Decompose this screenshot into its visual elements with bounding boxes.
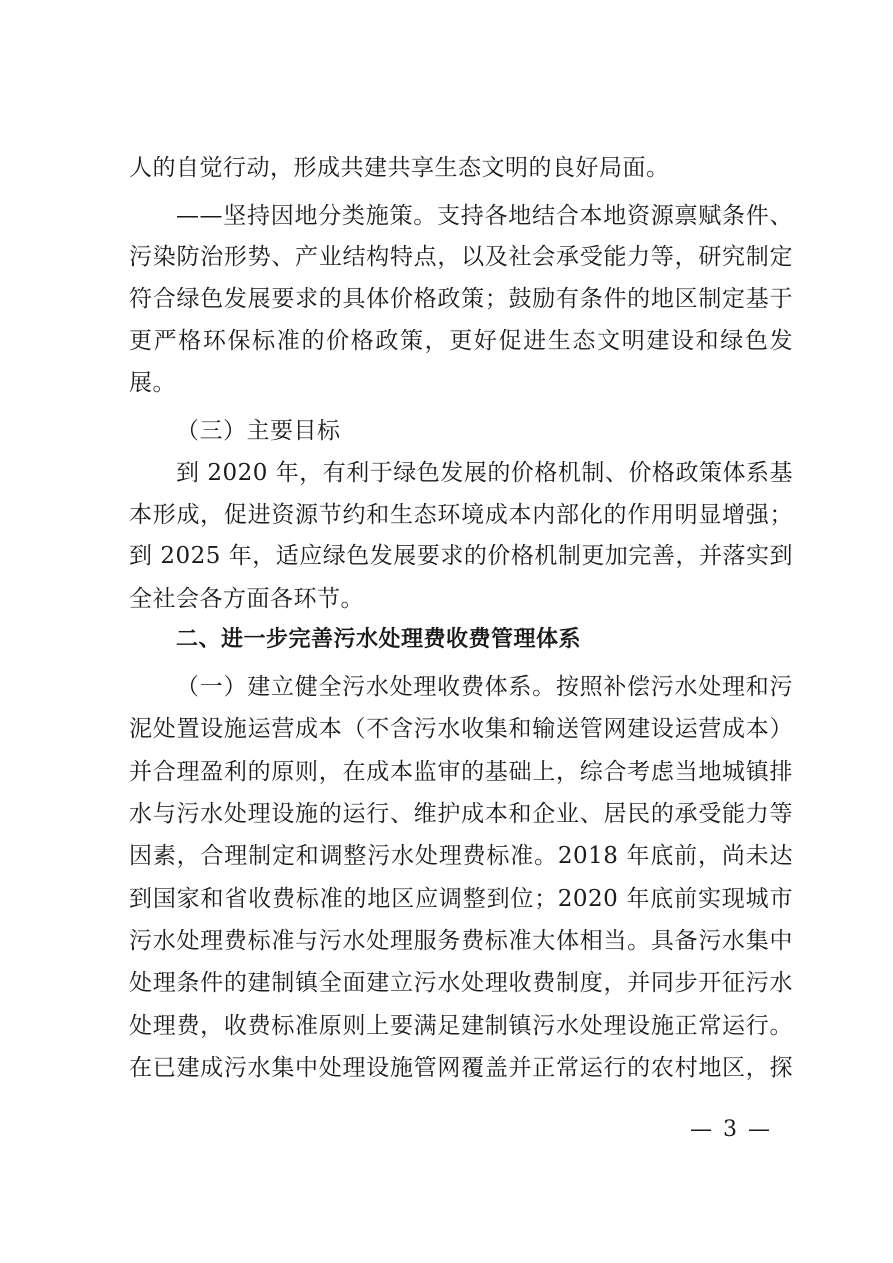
section-heading: 二、进一步完善污水处理费收费管理体系: [176, 627, 582, 652]
text-line: 因素，合理制定和调整污水处理费标准。2018 年底前，尚未达: [129, 843, 793, 869]
text-line: 全社会各方面各环节。: [129, 586, 364, 612]
text-line: 处理费，收费标准原则上要满足建制镇污水处理设施正常运行。: [129, 1013, 793, 1039]
text-line: 本形成，促进资源节约和生态环境成本内部化的作用明显增强；: [129, 502, 793, 528]
text-line: 污染防治形势、产业结构特点，以及社会承受能力等，研究制定: [129, 244, 793, 270]
text-line: 处理条件的建制镇全面建立污水处理收费制度，并同步开征污水: [129, 970, 793, 996]
text-line: ——坚持因地分类施策。支持各地结合本地资源禀赋条件、: [176, 203, 793, 229]
text-line: 到国家和省收费标准的地区应调整到位；2020 年底前实现城市: [129, 886, 793, 912]
text-line: 到 2020 年，有利于绿色发展的价格机制、价格政策体系基: [176, 460, 793, 486]
text-line: 人的自觉行动，形成共建共享生态文明的良好局面。: [129, 155, 670, 181]
text-line: 泥处置设施运营成本（不含污水收集和输送管网建设运营成本）: [129, 716, 793, 742]
text-line: 更严格环保标准的价格政策，更好促进生态文明建设和绿色发: [129, 328, 793, 354]
text-line: 展。: [129, 370, 176, 396]
text-line: 并合理盈利的原则，在成本监审的基础上，综合考虑当地城镇排: [129, 759, 793, 785]
text-line: 水与污水处理设施的运行、维护成本和企业、居民的承受能力等: [129, 801, 793, 827]
text-line: （一）建立健全污水处理收费体系。按照补偿污水处理和污: [176, 674, 793, 700]
text-line: 到 2025 年，适应绿色发展要求的价格机制更加完善，并落实到: [129, 543, 793, 569]
section-subheading: （三）主要目标: [176, 418, 341, 444]
page-number: — 3 —: [690, 1117, 772, 1142]
text-line: 污水处理费标准与污水处理服务费标准大体相当。具备污水集中: [129, 928, 793, 954]
text-line: 在已建成污水集中处理设施管网覆盖并正常运行的农村地区，探: [129, 1055, 793, 1081]
text-line: 符合绿色发展要求的具体价格政策；鼓励有条件的地区制定基于: [129, 286, 793, 312]
